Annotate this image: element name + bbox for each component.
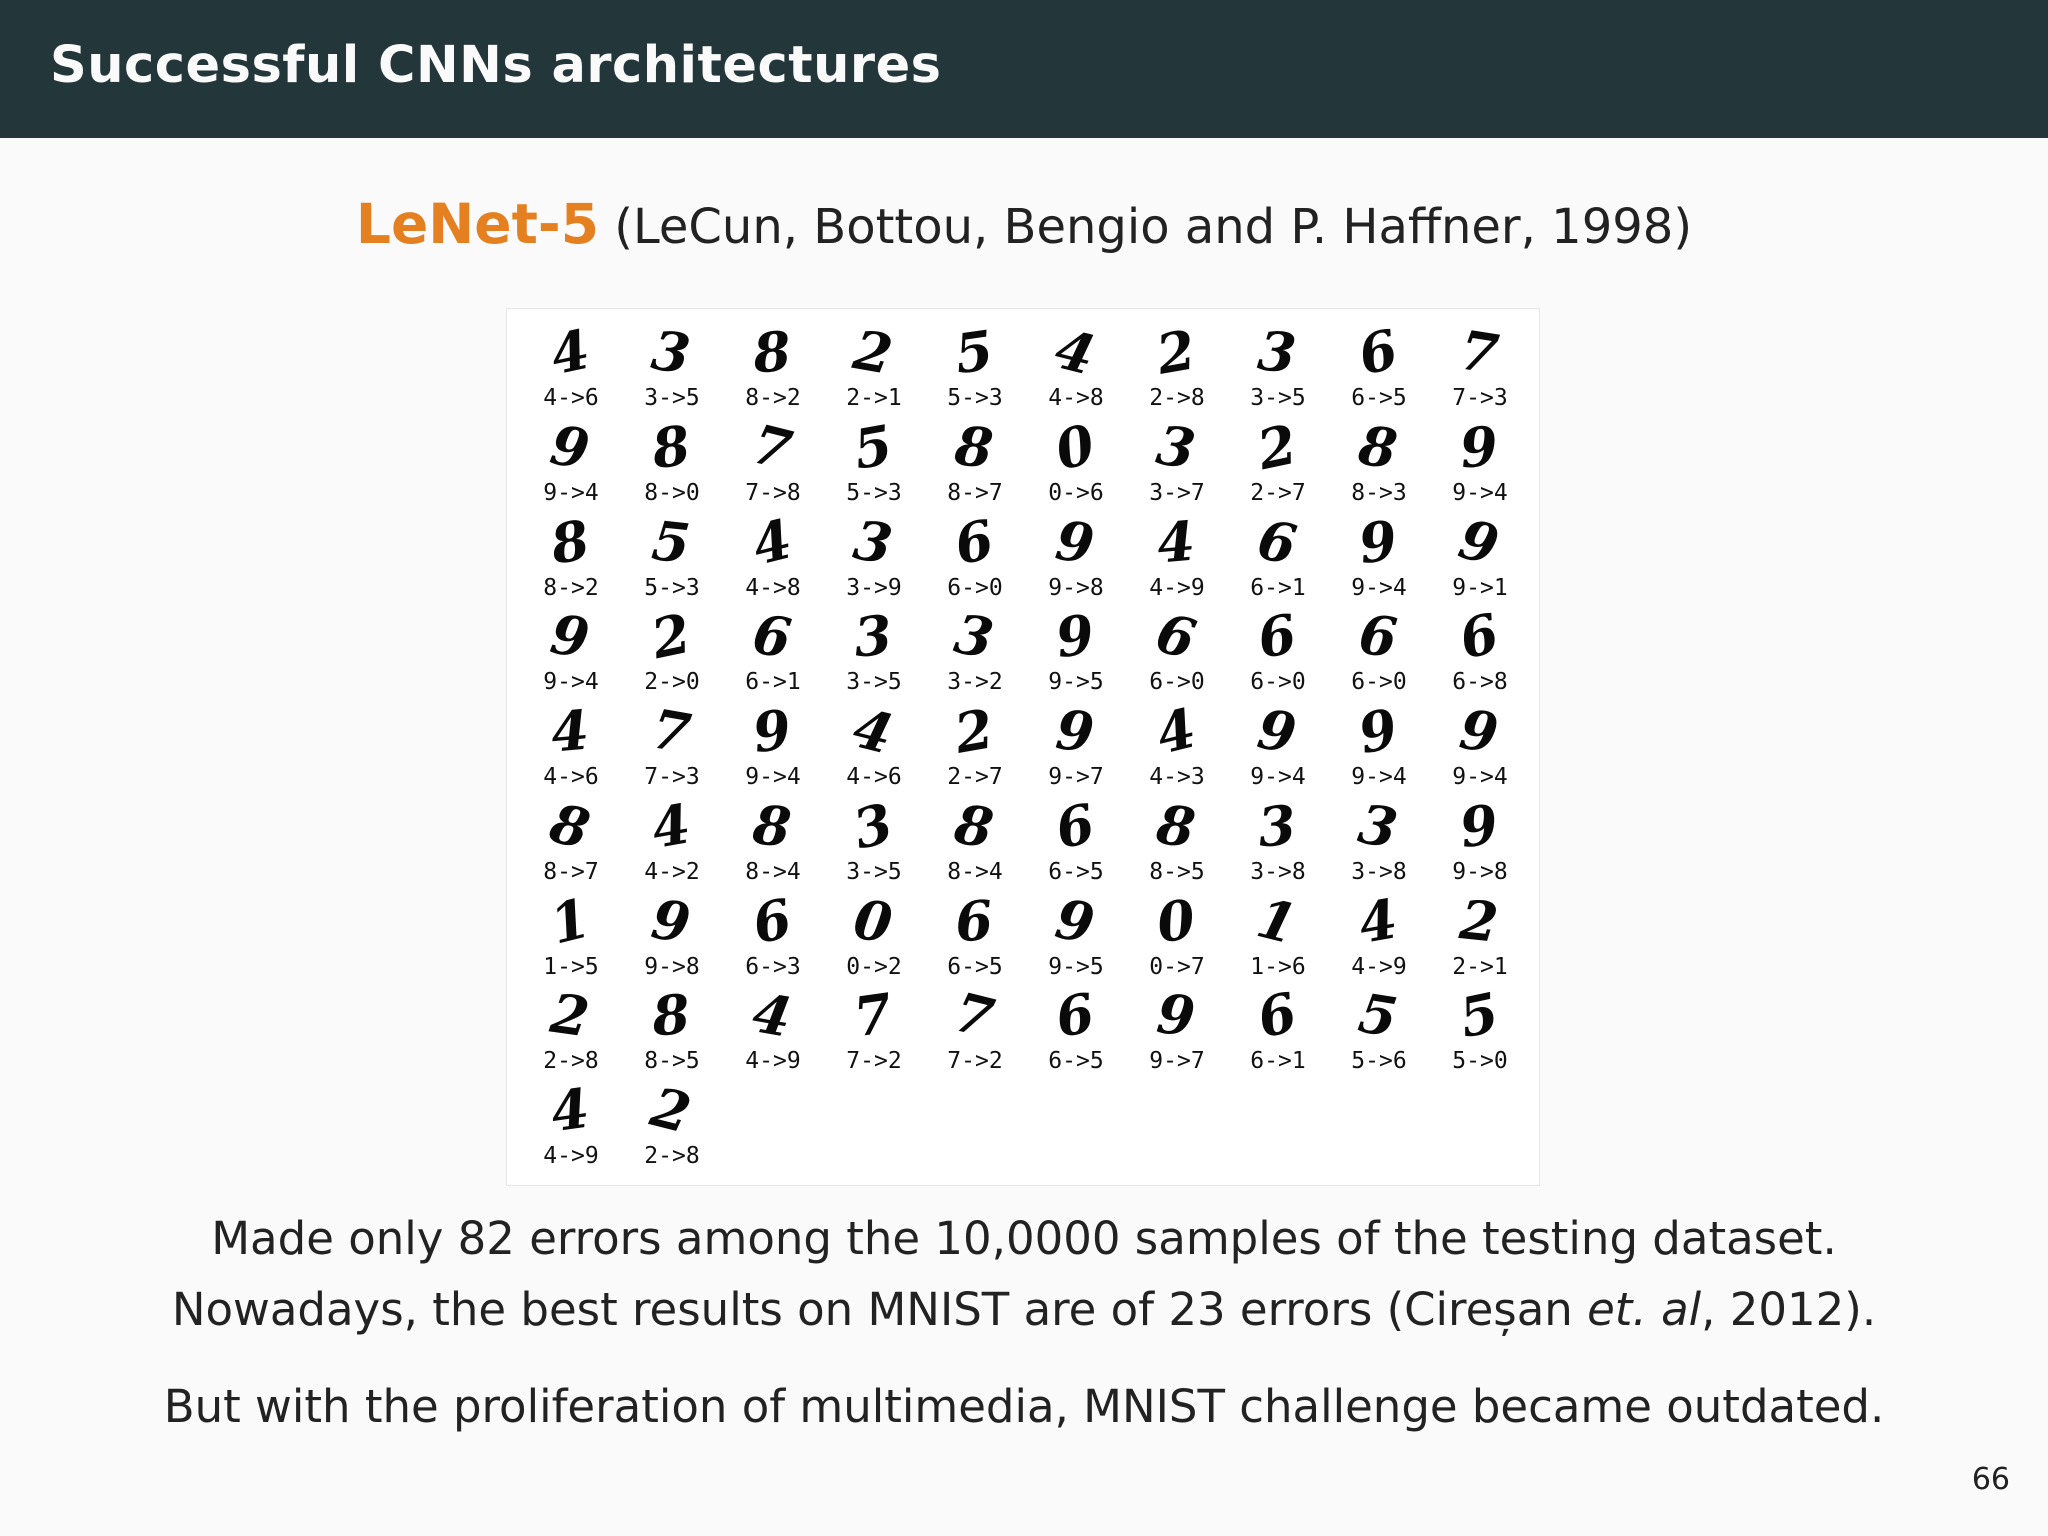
handwritten-digit-image: 6 [1252,601,1302,671]
et-al-part1: et. [1587,1283,1647,1336]
mnist-sample [537,507,633,603]
handwritten-digit-image: 4 [1150,695,1202,767]
mnist-sample [1143,508,1239,603]
mnist-sample [1042,886,1138,982]
handwritten-digit-image: 9 [1051,507,1099,577]
page-number: 66 [1971,1462,2010,1497]
mnist-sample [840,790,936,887]
handwritten-digit-image: 6 [1049,790,1101,862]
misclassification-label: 8->7 [543,859,599,885]
mnist-sample [537,1075,633,1171]
misclassification-label: 0->7 [1149,954,1205,980]
mnist-sample [1042,790,1138,887]
mnist-sample [941,979,1037,1076]
misclassification-label: 8->4 [745,859,801,885]
handwritten-digit-image: 9 [545,412,595,482]
misclassification-label: 7->8 [745,480,801,506]
mnist-sample [941,506,1037,603]
misclassification-label: 6->1 [1250,575,1306,601]
misclassification-label: 2->7 [1250,480,1306,506]
mnist-sample [638,1074,734,1171]
handwritten-digit-image: 5 [950,317,998,387]
mnist-sample [1244,885,1340,982]
mnist-sample [1446,696,1542,792]
mnist-sample [1143,791,1239,887]
mnist-sample [1345,412,1441,508]
mnist-sample [1345,602,1441,697]
body-text-best-results [0,1283,2048,1336]
misclassification-label: 2->8 [543,1048,599,1074]
misclassification-label: 9->4 [745,764,801,790]
handwritten-digit-image: 9 [748,696,796,766]
mnist-sample [1143,317,1239,413]
handwritten-digit-image: 6 [1352,316,1404,388]
misclassification-label: 9->4 [1351,575,1407,601]
handwritten-digit-image: 2 [1151,317,1201,387]
mnist-sample [1143,412,1239,508]
misclassification-label: 9->4 [1452,764,1508,790]
misclassification-label: 4->9 [1149,575,1205,601]
misclassification-label: 8->4 [947,859,1003,885]
handwritten-digit-image: 4 [546,1075,594,1145]
handwritten-digit-image: 6 [1355,602,1401,670]
mnist-sample [537,980,633,1076]
handwritten-digit-image: 6 [746,885,798,957]
body-text-errors: Made only 82 errors among the 10,0000 samples of the testing dataset. [211,1212,1837,1265]
mnist-sample [739,980,835,1076]
mnist-sample [1143,886,1239,982]
mnist-sample [1446,600,1542,697]
misclassification-label: 4->6 [543,385,599,411]
mnist-sample [537,790,633,887]
misclassification-label: 6->5 [1048,1048,1104,1074]
mnist-sample [840,602,936,697]
best-results-year: , 2012). [1701,1283,1877,1336]
model-name: LeNet-5 [355,192,599,256]
handwritten-digit-image: 5 [648,508,694,576]
handwritten-digit-image: 3 [1353,791,1403,861]
misclassification-label: 9->8 [1048,575,1104,601]
misclassification-label: 9->7 [1149,1048,1205,1074]
misclassification-label: 4->6 [846,764,902,790]
handwritten-digit-image: 9 [1352,695,1404,767]
handwritten-digit-image: 2 [645,600,697,672]
et-al-part2: al [1661,1283,1702,1336]
mnist-sample [1345,316,1441,413]
mnist-sample [1042,697,1138,792]
handwritten-digit-image: 6 [1050,980,1100,1050]
handwritten-digit-image: 8 [1152,791,1200,861]
citation: (LeCun, Bottou, Bengio and P. Haffner, 1998) [599,199,1693,255]
misclassification-label: 4->3 [1149,764,1205,790]
handwritten-digit-image: 3 [847,790,899,862]
misclassification-label: 9->5 [1048,669,1104,695]
slide-title: Successful CNNs architectures [50,36,942,95]
mnist-misclassified-digits-figure [506,308,1540,1186]
mnist-sample [1244,601,1340,697]
handwritten-digit-image: 9 [1455,791,1503,861]
misclassification-label: 9->1 [1452,575,1508,601]
mnist-sample [739,506,835,603]
misclassification-label: 8->0 [644,480,700,506]
mnist-sample [1042,411,1138,508]
mnist-sample [638,696,734,792]
handwritten-digit-image: 7 [646,696,696,766]
handwritten-digit-image: 3 [1152,412,1200,482]
mnist-sample [1446,506,1542,603]
misclassification-label: 4->8 [1048,385,1104,411]
handwritten-digit-image: 8 [647,412,695,482]
handwritten-digit-image: 5 [1453,979,1505,1051]
misclassification-label: 8->2 [745,385,801,411]
misclassification-label: 8->5 [1149,859,1205,885]
misclassification-label: 4->9 [543,1143,599,1169]
handwritten-digit-image: 7 [849,980,897,1050]
handwritten-digit-image: 6 [1453,600,1505,672]
mnist-sample [1143,600,1239,697]
handwritten-digit-image: 9 [546,601,594,671]
misclassification-label: 5->3 [846,480,902,506]
misclassification-label: 6->1 [1250,1048,1306,1074]
handwritten-digit-image: 9 [647,886,695,956]
misclassification-label: 6->0 [1351,669,1407,695]
mnist-sample [941,696,1037,792]
misclassification-label: 4->6 [543,764,599,790]
handwritten-digit-image: 2 [1251,411,1303,483]
handwritten-digit-image: 4 [746,506,798,578]
handwritten-digit-image: 2 [645,1074,697,1146]
misclassification-label: 7->2 [947,1048,1003,1074]
misclassification-label: 2->8 [644,1143,700,1169]
handwritten-digit-image: 8 [545,507,595,577]
misclassification-label: 3->7 [1149,480,1205,506]
misclassification-label: 7->3 [1452,385,1508,411]
mnist-sample [840,980,936,1076]
et-al-space [1647,1283,1661,1336]
handwritten-digit-image: 6 [1251,979,1303,1051]
misclassification-label: 3->5 [1250,385,1306,411]
mnist-sample [739,411,835,508]
mnist-sample [840,695,936,792]
handwritten-digit-image: 2 [848,317,898,387]
handwritten-digit-image: 7 [746,411,798,483]
mnist-sample [1042,316,1138,413]
misclassification-label: 0->2 [846,954,902,980]
mnist-sample [840,317,936,413]
misclassification-label: 9->8 [1452,859,1508,885]
best-results-text: Nowadays, the best results on MNIST are of 23 errors (Cireșan [171,1283,1588,1336]
mnist-sample [1446,887,1542,982]
mnist-sample [739,885,835,982]
misclassification-label: 3->8 [1351,859,1407,885]
handwritten-digit-image: 6 [748,601,796,671]
misclassification-label: 4->2 [644,859,700,885]
misclassification-label: 5->0 [1452,1048,1508,1074]
handwritten-digit-image: 4 [548,697,592,765]
handwritten-digit-image: 9 [1354,507,1402,577]
misclassification-label: 9->5 [1048,954,1104,980]
mnist-sample [638,981,734,1076]
mnist-sample [638,508,734,603]
misclassification-label: 3->5 [644,385,700,411]
misclassification-label: 4->9 [1351,954,1407,980]
misclassification-label: 3->5 [846,859,902,885]
mnist-sample [1345,886,1441,982]
mnist-sample [840,412,936,508]
mnist-sample [1244,411,1340,508]
handwritten-digit-image: 6 [948,506,1000,578]
misclassification-label: 6->5 [947,954,1003,980]
misclassification-label: 8->5 [644,1048,700,1074]
handwritten-digit-image: 6 [1252,507,1302,577]
misclassification-label: 4->9 [745,1048,801,1074]
misclassification-label: 4->8 [745,575,801,601]
mnist-sample [1244,507,1340,603]
misclassification-label: 2->8 [1149,385,1205,411]
mnist-sample [1244,318,1340,413]
misclassification-label: 6->0 [1149,669,1205,695]
handwritten-digit-image: 9 [1050,886,1100,956]
handwritten-digit-image: 2 [949,696,999,766]
mnist-sample [638,317,734,413]
body-text-outdated: But with the proliferation of multimedia, MNIST challenge became outdated. [163,1380,1885,1433]
handwritten-digit-image: 9 [1051,601,1099,671]
mnist-sample [1244,979,1340,1076]
misclassification-label: 8->3 [1351,480,1407,506]
handwritten-digit-image: 2 [546,980,594,1050]
handwritten-digit-image: 6 [1150,600,1202,672]
handwritten-digit-image: 3 [849,507,897,577]
misclassification-label: 5->3 [947,385,1003,411]
misclassification-label: 9->4 [1250,764,1306,790]
mnist-sample [840,507,936,603]
handwritten-digit-image: 9 [1253,696,1301,766]
misclassification-label: 5->6 [1351,1048,1407,1074]
misclassification-label: 0->6 [1048,480,1104,506]
handwritten-digit-image: 1 [1251,885,1303,957]
misclassification-label: 2->7 [947,764,1003,790]
handwritten-digit-image: 4 [646,791,696,861]
handwritten-digit-image: 8 [544,790,596,862]
handwritten-digit-image: 1 [544,885,596,957]
handwritten-digit-image: 0 [849,886,897,956]
misclassification-label: 5->3 [644,575,700,601]
misclassification-label: 9->8 [644,954,700,980]
handwritten-digit-image: 5 [848,412,898,482]
mnist-sample [537,697,633,792]
handwritten-digit-image: 2 [1456,887,1502,955]
mnist-sample [1244,696,1340,792]
handwritten-digit-image: 3 [1254,318,1300,386]
handwritten-digit-image: 8 [950,791,998,861]
misclassification-label: 6->0 [1250,669,1306,695]
misclassification-label: 9->4 [543,669,599,695]
mnist-sample [739,601,835,697]
handwritten-digit-image: 3 [647,317,695,387]
misclassification-label: 2->0 [644,669,700,695]
mnist-sample [739,696,835,792]
mnist-sample [941,317,1037,413]
slide-subtitle [0,192,2048,256]
mnist-sample [941,887,1037,982]
handwritten-digit-image: 4 [1154,508,1198,576]
misclassification-label: 1->5 [543,954,599,980]
handwritten-digit-image: 9 [1455,696,1503,766]
misclassification-label: 6->8 [1452,669,1508,695]
misclassification-label: 3->2 [947,669,1003,695]
misclassification-label: 2->1 [846,385,902,411]
mnist-sample [1042,980,1138,1076]
mnist-sample [638,600,734,697]
misclassification-label: 8->2 [543,575,599,601]
handwritten-digit-image: 3 [1255,792,1299,860]
mnist-sample [1446,791,1542,887]
handwritten-digit-image: 4 [747,980,797,1050]
mnist-sample [1345,507,1441,603]
handwritten-digit-image: 7 [948,979,1000,1051]
handwritten-digit-image: 3 [851,602,895,670]
misclassification-label: 6->5 [1351,385,1407,411]
misclassification-label: 6->5 [1048,859,1104,885]
mnist-sample [537,601,633,697]
mnist-sample [1042,507,1138,603]
mnist-sample [638,412,734,508]
handwritten-digit-image: 3 [949,601,999,671]
misclassification-label: 1->6 [1250,954,1306,980]
misclassification-label: 6->3 [745,954,801,980]
handwritten-digit-image: 8 [951,413,997,481]
misclassification-label: 9->4 [1351,764,1407,790]
misclassification-label: 7->3 [644,764,700,790]
handwritten-digit-image: 9 [1153,981,1199,1049]
misclassification-label: 3->8 [1250,859,1306,885]
handwritten-digit-image: 0 [1152,886,1200,956]
misclassification-label: 7->2 [846,1048,902,1074]
misclassification-label: 9->7 [1048,764,1104,790]
mnist-sample [739,318,835,413]
misclassification-label: 3->5 [846,669,902,695]
mnist-sample [840,886,936,982]
handwritten-digit-image: 8 [749,792,795,860]
mnist-sample [1345,791,1441,887]
handwritten-digit-image: 9 [1453,506,1505,578]
mnist-sample [537,412,633,508]
handwritten-digit-image: 6 [952,887,996,955]
handwritten-digit-image: 8 [649,981,693,1049]
handwritten-digit-image: 5 [1354,980,1402,1050]
mnist-sample [941,601,1037,697]
mnist-sample [1244,792,1340,887]
handwritten-digit-image: 4 [544,316,596,388]
misclassification-label: 8->7 [947,480,1003,506]
handwritten-digit-image: 8 [1354,412,1402,482]
mnist-sample [638,791,734,887]
mnist-sample [739,792,835,887]
mnist-sample [1143,981,1239,1076]
misclassification-label: 6->0 [947,575,1003,601]
slide-header [0,0,2048,138]
handwritten-digit-image: 4 [1049,316,1101,388]
misclassification-label: 6->1 [745,669,801,695]
handwritten-digit-image: 9 [1052,697,1098,765]
handwritten-digit-image: 4 [847,695,899,767]
handwritten-digit-image: 4 [1353,886,1403,956]
mnist-sample [1446,979,1542,1076]
mnist-sample [1446,413,1542,508]
mnist-sample [1143,695,1239,792]
misclassification-label: 9->4 [1452,480,1508,506]
mnist-sample [941,791,1037,887]
misclassification-label: 2->1 [1452,954,1508,980]
mnist-sample [1345,695,1441,792]
mnist-sample [941,413,1037,508]
mnist-sample [537,885,633,982]
mnist-sample [537,316,633,413]
misclassification-label: 9->4 [543,480,599,506]
handwritten-digit-image: 9 [1457,413,1501,481]
handwritten-digit-image: 7 [1455,317,1503,387]
handwritten-digit-image: 8 [750,318,794,386]
mnist-sample [638,886,734,982]
mnist-sample [1042,601,1138,697]
mnist-sample [1446,317,1542,413]
handwritten-digit-image: 0 [1049,411,1101,483]
mnist-sample [1345,980,1441,1076]
misclassification-label: 3->9 [846,575,902,601]
